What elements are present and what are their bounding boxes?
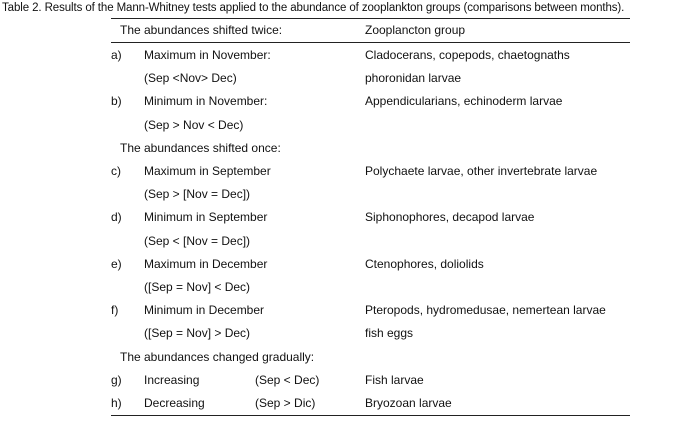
row-label: b)	[111, 94, 122, 108]
row-description: (Sep < [Nov = Dec])	[144, 234, 251, 248]
table-row	[111, 369, 630, 392]
row-description: Minimum in December	[144, 303, 265, 317]
row-description: (Sep > [Nov = Dec])	[144, 187, 251, 201]
row-description: Maximum in December	[144, 257, 268, 271]
table-row	[111, 183, 630, 206]
row-description: Maximum in November:	[144, 48, 271, 62]
header-left: The abundances shifted twice:	[120, 23, 283, 37]
row-zooplankton-group: Pteropods, hydromedusae, nemertean larvae	[365, 303, 606, 317]
section-heading: The abundances changed gradually:	[120, 350, 315, 364]
row-description: Maximum in September	[144, 164, 271, 178]
table-row	[111, 90, 630, 113]
table-row	[111, 253, 630, 276]
row-label: g)	[111, 373, 122, 387]
table-row	[111, 322, 630, 345]
table-header-row	[111, 19, 630, 42]
table-row	[111, 392, 630, 415]
row-zooplankton-group: Bryozoan larvae	[365, 396, 452, 410]
table-row	[111, 276, 630, 299]
row-condition: (Sep > Dic)	[255, 396, 316, 410]
table-row	[111, 230, 630, 253]
section-heading: The abundances shifted once:	[120, 141, 281, 155]
section-heading-row	[111, 346, 630, 369]
table-row	[111, 160, 630, 183]
row-label: h)	[111, 396, 122, 410]
table-row	[111, 44, 630, 67]
table-caption: Table 2. Results of the Mann-Whitney tests applied to the abundance of zooplankton groups (comparisons between months).	[2, 2, 625, 14]
row-zooplankton-group: Fish larvae	[365, 373, 424, 387]
row-description: Minimum in November:	[144, 94, 268, 108]
row-zooplankton-group: phoronidan larvae	[365, 71, 462, 85]
row-zooplankton-group: Ctenophores, doliolids	[365, 257, 484, 271]
table-bottom-rule	[111, 415, 630, 416]
row-label: e)	[111, 257, 122, 271]
row-label: f)	[111, 303, 119, 317]
results-table	[111, 18, 630, 417]
header-right: Zooplancton group	[365, 23, 466, 37]
row-zooplankton-group: Siphonophores, decapod larvae	[365, 210, 535, 224]
section-heading-row	[111, 137, 630, 160]
row-zooplankton-group: Polychaete larvae, other invertebrate larvae	[365, 164, 598, 178]
row-description: (Sep > Nov < Dec)	[144, 118, 244, 132]
row-zooplankton-group: fish eggs	[365, 326, 414, 340]
table-row	[111, 114, 630, 137]
row-description: Decreasing	[144, 396, 205, 410]
table-row	[111, 67, 630, 90]
row-condition: (Sep < Dec)	[255, 373, 320, 387]
row-label: c)	[111, 164, 121, 178]
table-row	[111, 206, 630, 229]
row-description: Minimum in September	[144, 210, 268, 224]
table-row	[111, 299, 630, 322]
row-description: Increasing	[144, 373, 200, 387]
row-zooplankton-group: Cladocerans, copepods, chaetognaths	[365, 48, 570, 62]
row-label: d)	[111, 210, 122, 224]
table-header-rule	[111, 42, 630, 43]
row-zooplankton-group: Appendicularians, echinoderm larvae	[365, 94, 563, 108]
row-description: ([Sep = Nov] < Dec)	[144, 280, 251, 294]
row-description: ([Sep = Nov] > Dec)	[144, 326, 251, 340]
row-description: (Sep <Nov> Dec)	[144, 71, 237, 85]
row-label: a)	[111, 48, 122, 62]
